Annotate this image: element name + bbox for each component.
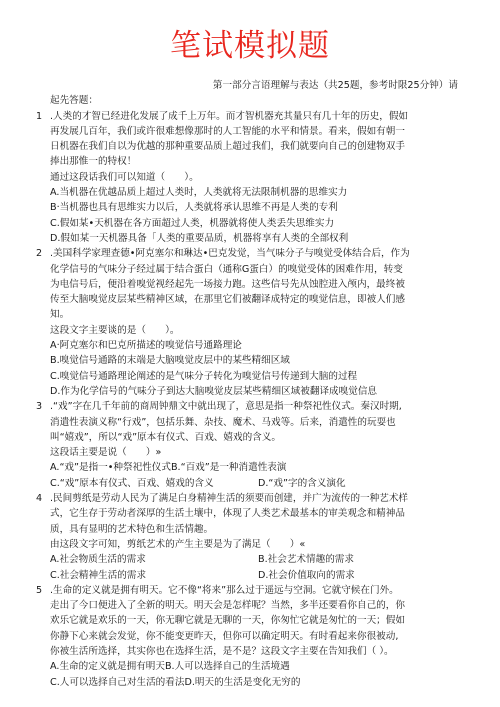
question-prompt: 通过这段话我们可以知道（ ）。 bbox=[50, 171, 199, 183]
question-line: 式，它生存于劳动者深厚的生活土壤中，体现了人类艺术最基本的审美观念和精神品 bbox=[50, 508, 405, 520]
option-b: B·当机器也具有思维实力以后，人类就将承认思维不再是人类的专利 bbox=[50, 202, 338, 214]
question-number: 5 bbox=[36, 584, 43, 596]
question-line: .生命的定义就是拥有明天。它不像“将来”那么过于遥远与空洞。它就守候在门外。 bbox=[50, 584, 399, 596]
option-d: D.社会价值取向的需求 bbox=[258, 569, 355, 581]
option-ab: A.生命的定义就是拥有明天B.人可以选择自己的生活境遇 bbox=[50, 661, 290, 673]
question-number: 2 bbox=[36, 248, 43, 260]
question-line: 捧出那惟一的特权！ bbox=[50, 156, 137, 168]
option-cd: C.人可以选择自己对生活的看法D.明天的生活是变化无穷的 bbox=[50, 676, 301, 688]
option-c: C.社会精神生活的需求 bbox=[50, 569, 147, 581]
question-line: 传至大脑嗅觉皮层某些精神区域，在那里它们被翻译成特定的嗅觉信息，即被人们感 bbox=[50, 294, 405, 306]
options-row bbox=[50, 476, 466, 491]
option-c: C.“戏”原本有仪式、百戏、嬉戏的含义 bbox=[50, 477, 214, 489]
question-prompt: 这段话主要是说（ ）» bbox=[50, 447, 162, 459]
question-3 bbox=[36, 399, 466, 491]
question-1 bbox=[36, 109, 466, 247]
question-line: 你静下心来就会发觉，你不能变更昨天，但你可以确定明天。有时看起来你很被动, bbox=[50, 630, 399, 642]
question-line: 日机器在我们自以为优越的那种重要品质上超过我们，我们就要向自己的创建物双手 bbox=[50, 141, 405, 153]
options-row bbox=[50, 460, 466, 475]
option-ab: A.“戏”是指一•种祭祀性仪式B.“百戏”是一种消遣性表演 bbox=[50, 462, 287, 474]
question-line: 走出了今口便进入了全新的明天。明天会是怎样呢？当然，多半还要看你自己的，你 bbox=[50, 600, 405, 612]
option-a: A.当机器在优越品质上超过人类时，人类就将无法限制机器的思维实力 bbox=[50, 187, 348, 199]
question-line: 欢乐它就是欢乐的一天，你无聊它就是无聊的一天，你匆忙它就是匆忙的一天；假如 bbox=[50, 615, 405, 627]
question-line: .人类的才智已经进化发展了成千上万年。而才智机器充其量只有几十年的历史，假如 bbox=[50, 110, 409, 122]
question-line: .民间剪纸是劳动人民为了满足白身精神生活的须要而创建，并广为流传的一种艺术样 bbox=[50, 493, 409, 505]
question-line: 为电信号后，便沿着嗅觉视经起先一场接力跑。这些信号先从蚀腔进入颅内，最终被 bbox=[50, 278, 405, 290]
question-line: 化学信号的气味分子经过属于结合蛋白（通称G蛋白）的嗅觉受体的困难作用，转变 bbox=[50, 263, 403, 275]
question-line: 再发展几百年，我们或许很难想像那时的人工智能的水平和情景。看来，假如有朝一 bbox=[50, 125, 405, 137]
option-d: D.“戏”字的含义演化 bbox=[258, 477, 346, 489]
option-a: A·阿克塞尔和巴克所描述的嗅觉信号通路理论 bbox=[50, 340, 242, 352]
question-5 bbox=[36, 583, 466, 690]
question-prompt: 这段文字主要谈的是（ ）。 bbox=[50, 324, 180, 336]
question-number: 3 bbox=[36, 401, 43, 413]
exam-content bbox=[36, 78, 466, 690]
intro-text: 起先答题： bbox=[50, 95, 98, 107]
question-line: 知。 bbox=[50, 309, 70, 321]
options-row bbox=[50, 568, 466, 583]
question-number: 1 bbox=[36, 110, 43, 122]
question-line: 叫“嬉戏”，所以“戏”原本有仪式、百戏、嬉戏的含义。 bbox=[50, 431, 281, 443]
question-line: .“戏”字在几千年前的商周钟鼎文中就出现了，意思是指一种祭祀性仪式。秦汉时期, bbox=[50, 401, 402, 413]
option-b: B.社会艺术情趣的需求 bbox=[258, 554, 354, 566]
page-title: 笔试模拟题 bbox=[170, 28, 330, 64]
options-row bbox=[50, 552, 466, 567]
option-b: B.嗅觉信号通路的末端是大脑嗅觉皮层中的某些精细区域 bbox=[50, 355, 290, 367]
option-c: C.嗅觉信号通路理论阐述的是气味分子转化为嗅觉信号传递到大脑的过程 bbox=[50, 370, 358, 382]
option-d: D.作为化学信号的气味分子到达大脑嗅觉皮层某些精细区域被翻译成嗅觉信息 bbox=[50, 385, 378, 397]
option-c: C.假如某•天机器在各方面超过人类，机器就将使人类丢失思维实力 bbox=[50, 217, 335, 229]
question-prompt: 你被生活所选择，其实你也在选择生活，是不是？这段文字主要在告知我们（ ）。 bbox=[50, 645, 394, 657]
question-line: 质，具有显明的艺术特色和生活情趣。 bbox=[50, 523, 214, 535]
option-d: D.假如某一天机器具备「人类的重要品质，机器将享有人类的全部权利 bbox=[50, 232, 349, 244]
question-line: .美国科学家理查德•阿克塞尔和琳达•巴克发觉，当气味分子与嗅觉受体结合后，作为 bbox=[50, 248, 410, 260]
question-prompt: 由这段文字可知，剪纸艺术的产生主要是为了满足（ ）« bbox=[50, 538, 306, 550]
question-line: 消遣性表演义称“行戏”，包括乐舞、杂技、魔术、马戏等。后来，消遣性的玩耍也 bbox=[50, 416, 396, 428]
question-2 bbox=[36, 246, 466, 399]
question-number: 4 bbox=[36, 493, 43, 505]
option-a: A.社会物质生活的需求 bbox=[50, 554, 146, 566]
question-4 bbox=[36, 491, 466, 583]
section-heading: 第一部分言语理解与表达（共25题，参考时限25分钟）请 bbox=[212, 80, 458, 91]
